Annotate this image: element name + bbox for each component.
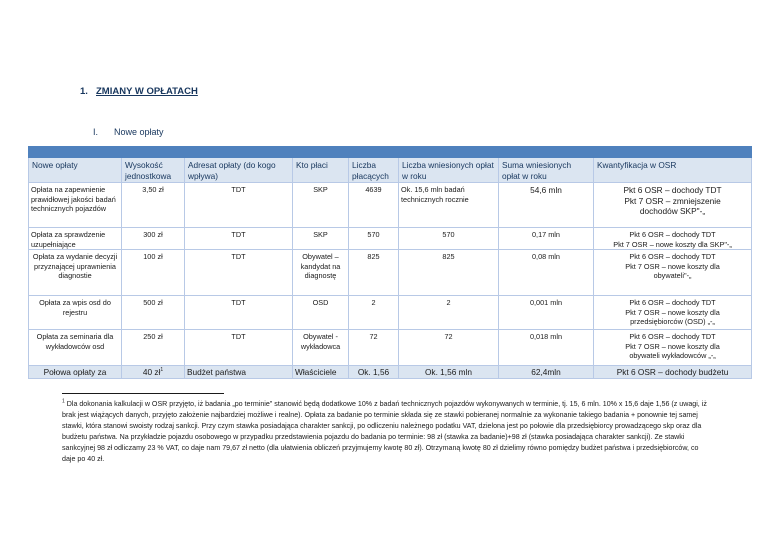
header-cell: Kwantyfikacja w OSR <box>594 158 752 183</box>
header-cell: Kto płaci <box>293 158 349 183</box>
table-row <box>29 228 752 250</box>
table-header-row <box>29 158 752 183</box>
fees-per-year-cell: Ok. 1,56 mln <box>399 366 499 379</box>
fee-payer-cell: SKP <box>293 228 349 250</box>
fee-name-cell: Opłata na zapewnienie prawidłowej jakości badań technicznych pojazdów <box>29 183 122 228</box>
fees-table <box>28 146 752 379</box>
osr-line: Pkt 6 OSR – dochody TDT <box>629 230 716 239</box>
fee-amount-cell: 300 zł <box>122 228 185 250</box>
fee-payer-cell: Obywatel – kandydat na diagnostę <box>293 250 349 296</box>
header-cell: Adresat opłaty (do kogo wpływa) <box>185 158 293 183</box>
fee-amount-cell: 500 zł <box>122 296 185 330</box>
osr-line: Pkt 7 OSR – nowe koszty dla <box>625 341 720 351</box>
osr-cell <box>594 366 752 379</box>
fee-payer-cell: Właściciele <box>293 366 349 379</box>
footnote-ref[interactable]: 1 <box>160 367 164 374</box>
fees-per-year-cell: 825 <box>399 250 499 296</box>
section-heading <box>80 86 198 97</box>
payer-count-cell: Ok. 1,56 <box>349 366 399 379</box>
fee-name-cell: Opłata za wydanie decyzji przyznającej uprawnienia diagnostie <box>29 250 122 296</box>
osr-cell <box>594 228 752 250</box>
fees-per-year-cell: Ok. 15,6 mln badań technicznych rocznie <box>399 183 499 228</box>
fees-per-year-cell: 570 <box>399 228 499 250</box>
fee-name-cell: Opłata za sprawdzenie uzupełniające <box>29 228 122 250</box>
osr-line: Pkt 7 OSR – nowe koszty dla <box>625 261 720 271</box>
osr-line: Pkt 7 OSR – nowe koszty dla <box>625 307 720 317</box>
osr-cell <box>594 250 752 296</box>
sum-per-year-cell: 0,018 mln <box>499 330 594 366</box>
fee-amount-cell: 3,50 zł <box>122 183 185 228</box>
fee-payer-cell: Obywatel - wykładowca <box>293 330 349 366</box>
subsection-number: I. <box>93 127 99 137</box>
fee-amount-cell <box>122 366 185 379</box>
osr-line: Pkt 6 OSR – dochody TDT <box>629 332 716 342</box>
fee-payer-cell: OSD <box>293 296 349 330</box>
fee-addressee-cell: TDT <box>185 330 293 366</box>
fee-payer-cell: SKP <box>293 183 349 228</box>
color-band-cell <box>29 147 752 158</box>
table-color-band <box>29 147 752 158</box>
fee-addressee-cell: TDT <box>185 183 293 228</box>
table-row <box>29 330 752 366</box>
payer-count-cell: 4639 <box>349 183 399 228</box>
sum-per-year-cell: 0,17 mln <box>499 228 594 250</box>
fee-name-cell: Połowa opłaty za <box>29 366 122 379</box>
fee-amount-cell: 250 zł <box>122 330 185 366</box>
subsection-heading <box>93 127 164 137</box>
sum-per-year-cell: 0,08 mln <box>499 250 594 296</box>
section-number: 1. <box>80 86 88 97</box>
fees-per-year-cell: 72 <box>399 330 499 366</box>
footnote-separator <box>62 393 224 394</box>
table-row <box>29 296 752 330</box>
osr-line: obywateli wykładowców „-„ <box>629 351 716 361</box>
osr-line: Pkt 7 OSR – zmniejszenie <box>624 195 721 206</box>
payer-count-cell: 570 <box>349 228 399 250</box>
osr-line: obywateli"-„ <box>653 271 692 281</box>
fee-addressee-cell: TDT <box>185 296 293 330</box>
osr-line: Pkt 6 OSR – dochody TDT <box>629 298 716 308</box>
osr-line: Pkt 7 OSR – nowe koszty dla SKP"-„ <box>613 239 732 249</box>
osr-line: Pkt 6 OSR – dochody TDT <box>623 185 722 195</box>
fees-per-year-cell: 2 <box>399 296 499 330</box>
fee-amount-value: 40 zł <box>142 367 161 378</box>
table-row <box>29 183 752 228</box>
header-cell: Liczba płacących <box>349 158 399 183</box>
fee-name-cell: Opłata za wpis osd do rejestru <box>29 296 122 330</box>
osr-line: Pkt 6 OSR – dochody TDT <box>629 252 716 262</box>
header-cell: Liczba wniesionych opłat w roku <box>399 158 499 183</box>
footnote-marker: 1 <box>62 398 65 405</box>
header-cell: Wysokość jednostkowa <box>122 158 185 183</box>
sum-per-year-cell: 0,001 mln <box>499 296 594 330</box>
osr-cell <box>594 330 752 366</box>
sum-per-year-cell: 54,6 mln <box>499 183 594 228</box>
payer-count-cell: 2 <box>349 296 399 330</box>
fee-amount-cell: 100 zł <box>122 250 185 296</box>
payer-count-cell: 72 <box>349 330 399 366</box>
fee-addressee-cell: TDT <box>185 228 293 250</box>
fee-addressee-cell: Budżet państwa <box>185 366 293 379</box>
subsection-title: Nowe opłaty <box>114 127 164 137</box>
osr-line: przedsiębiorców (OSD) „-„ <box>630 317 715 327</box>
section-title: ZMIANY W OPŁATACH <box>96 86 198 97</box>
header-cell: Nowe opłaty <box>29 158 122 183</box>
footnote <box>62 399 710 464</box>
fee-name-cell: Opłata za seminaria dla wykładowców osd <box>29 330 122 366</box>
footnote-text: Dla dokonania kalkulacji w OSR przyjęto, iż badania „po terminie" stanowić będą dodatkowe 10% z badań technicznych pojazdów wykonywanych w terminie, tj. 15, 6 mln. 10% x 15,6 daje 1,56 (z uwagi, iż brak jest wiążących danych, przyjęto założenie najbardziej możliwe i realne). Opłata za badanie po terminie składa się ze stawki pobieranej normalnie za wykonanie takiego badania + ponownie tej samej stawki, która stanowi swoisty rodzaj sankcji. Przy czym stawka posiadająca charakter sankcji, po odliczeniu należnego podatku VAT, dzielona jest po połowie dla przedsiębiorcy prowadzącego skp oraz dla budżetu państwa. Na przykładzie pojazdu osobowego w przypadku przedstawienia pojazdu do badania po terminie: 98 zł (stawka za badanie)+98 zł (stawka posiadająca charakter sankcji). Ze stawki sankcyjnej 98 zł odliczamy 23 % VAT, co daje nam 79,67 zł netto (dla ułatwienia obliczeń przyjmujemy kwotę 80 zł). Otrzymaną kwotę 80 zł dzielimy równo pomiędzy budżet państwa i przedsiębiorców, co daje po 40 zł. <box>62 400 707 463</box>
osr-cell <box>594 296 752 330</box>
header-cell: Suma wniesionych opłat w roku <box>499 158 594 183</box>
fee-addressee-cell: TDT <box>185 250 293 296</box>
osr-cell <box>594 183 752 228</box>
osr-line: dochodów SKP"-„ <box>639 206 706 217</box>
payer-count-cell: 825 <box>349 250 399 296</box>
sum-per-year-cell: 62,4mln <box>499 366 594 379</box>
table-row <box>29 366 752 379</box>
osr-line: Pkt 6 OSR – dochody budżetu <box>616 367 729 378</box>
table-row <box>29 250 752 296</box>
